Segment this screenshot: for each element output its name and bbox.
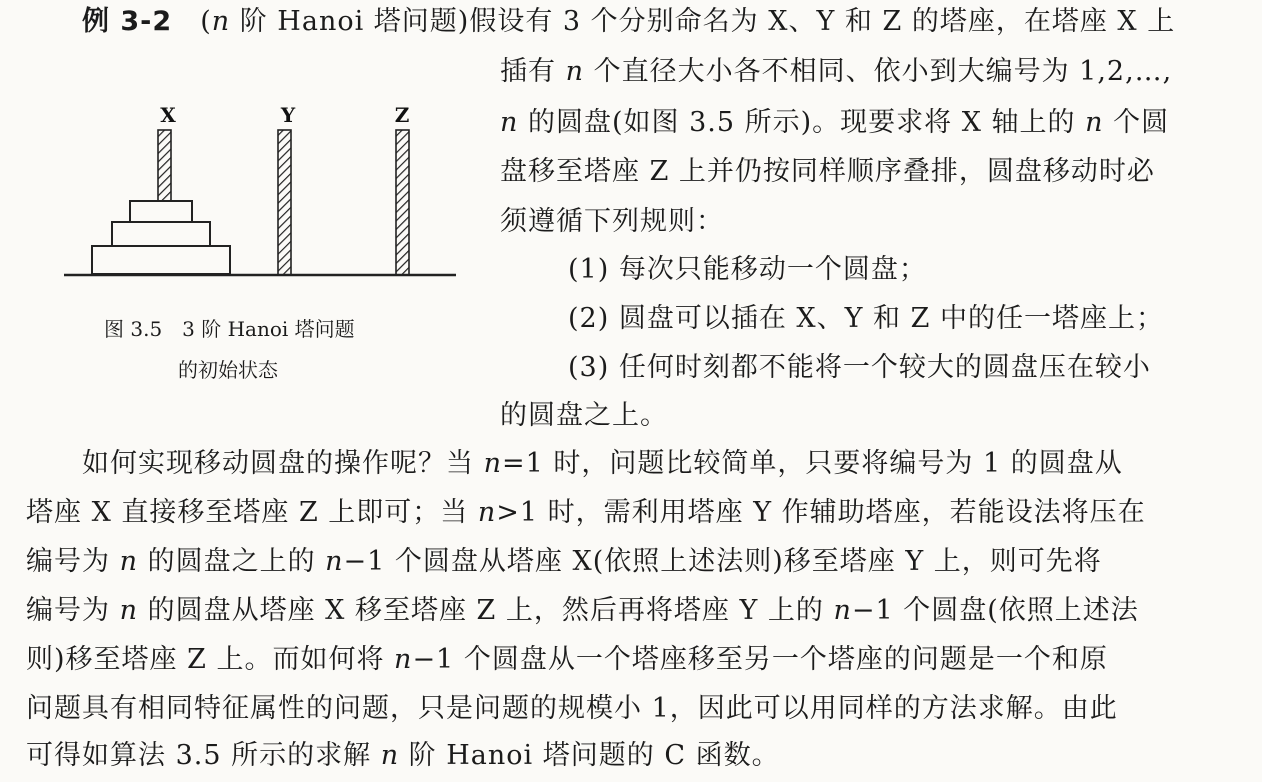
figure-caption-1: 图 3.5 3 阶 Hanoi 塔问题 (104, 317, 355, 341)
peg-label-y: Y (280, 103, 296, 127)
body-line-6: 问题具有相同特征属性的问题，只是问题的规模小 1，因此可以用同样的方法求解。由此 (26, 693, 1118, 724)
disk-3 (92, 246, 230, 274)
peg-z (396, 130, 409, 275)
body-line-2: 塔座 X 直接移至塔座 Z 上即可；当 n>1 时，需利用塔座 Y 作辅助塔座，若能设法将压在 (26, 497, 1146, 528)
rule-1: (1) 每次只能移动一个圆盘； (568, 254, 927, 285)
rule-3: (3) 任何时刻都不能将一个较大的圆盘压在较小 (568, 352, 1151, 383)
body-line-5: 则)移至塔座 Z 上。而如何将 n−1 个圆盘从一个塔座移至另一个塔座的问题是一个和原 (26, 644, 1108, 675)
example-title-tail: 阶 Hanoi 塔问题)假设有 3 个分别命名为 X、Y 和 Z 的塔座，在塔座 X 上 (239, 6, 1176, 37)
disk-1 (130, 201, 192, 222)
example-open-paren: ( (200, 6, 212, 37)
hanoi-figure (60, 98, 460, 298)
rules-tail: 的圆盘之上。 (500, 400, 668, 431)
intro-line-3: 盘移至塔座 Z 上并仍按同样顺序叠排，圆盘移动时必 (500, 156, 1155, 187)
intro-line-2: n 的圆盘(如图 3.5 所示)。现要求将 X 轴上的 n 个圆 (500, 107, 1170, 138)
example-n: n (211, 6, 231, 37)
intro-line-4: 须遵循下列规则： (500, 206, 724, 237)
example-heading (82, 2, 1175, 42)
body-line-7: 可得如算法 3.5 所示的求解 n 阶 Hanoi 塔问题的 C 函数。 (26, 740, 780, 771)
body-line-1: 如何实现移动圆盘的操作呢？当 n=1 时，问题比较简单，只要将编号为 1 的圆盘从 (82, 448, 1123, 479)
example-label: 例 3-2 (82, 6, 173, 37)
rule-2: (2) 圆盘可以插在 X、Y 和 Z 中的任一塔座上； (568, 303, 1164, 334)
body-line-3: 编号为 n 的圆盘之上的 n−1 个圆盘从塔座 X(依照上述法则)移至塔座 Y 上，则可先将 (26, 546, 1102, 577)
disk-2 (112, 222, 210, 246)
peg-y (278, 130, 291, 275)
figure-caption-2: 的初始状态 (178, 358, 278, 382)
body-line-4: 编号为 n 的圆盘从塔座 X 移至塔座 Z 上，然后再将塔座 Y 上的 n−1 个圆盘(依照上述法 (26, 595, 1139, 626)
peg-label-z: Z (394, 103, 410, 127)
intro-line-1: 插有 n 个直径大小各不相同、依小到大编号为 1,2,…, (500, 56, 1173, 87)
peg-label-x: X (160, 103, 176, 127)
